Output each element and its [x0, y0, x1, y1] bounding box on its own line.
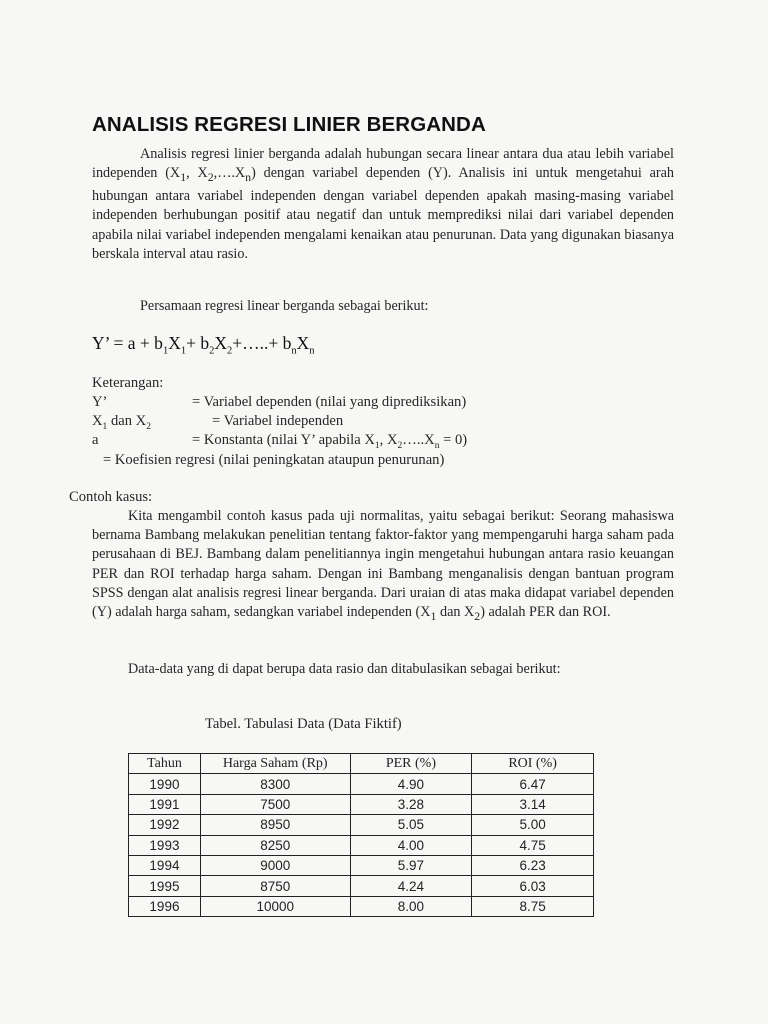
cell-per: 4.24 — [350, 876, 472, 896]
keterangan-b-text: = Koefisien regresi (nilai peningkatan ataupun penurunan) — [103, 452, 445, 468]
cell-harga: 8300 — [200, 774, 350, 794]
cell-per: 5.05 — [350, 815, 472, 835]
data-intro-paragraph: Data-data yang di dapat berupa data rasio dan ditabulasikan sebagai berikut: — [128, 661, 561, 677]
table-row — [129, 815, 594, 835]
table-header-row — [129, 754, 594, 774]
header-per: PER (%) — [350, 754, 472, 774]
keterangan-a-text: = Konstanta (nilai Y’ apabila $X_1$, $X_2\dots..X_n = 0$) — [192, 432, 468, 451]
cell-harga: 7500 — [200, 794, 350, 814]
table-caption: Tabel. Tabulasi Data (Data Fiktif) — [205, 716, 402, 732]
cell-per: 4.00 — [350, 835, 472, 855]
cell-tahun: 1995 — [129, 876, 201, 896]
cell-harga: 8250 — [200, 835, 350, 855]
intro-paragraph: Analisis regresi linier berganda adalah hubungan secara linear antara dua atau lebih variabel independen ($X_1$, $X_2,\dots.X_n$) dengan variabel dependen (Y). Analisis ini untuk mengetahui arah hubungan antara variabel independen dengan variabel dependen apakah masing-masing variabel independen berhubungan positif atau negatif dan untuk memprediksi nilai dari variabel dependen apabila nilai variabel independen mengalami kenaikan atau penurunan. Data yang digunakan biasanya berskala interval atau rasio. — [92, 146, 674, 262]
table-row — [129, 835, 594, 855]
cell-roi: 8.75 — [472, 896, 594, 916]
cell-tahun: 1992 — [129, 815, 201, 835]
cell-tahun: 1991 — [129, 794, 201, 814]
keterangan-heading: Keterangan: — [92, 375, 164, 391]
cell-harga: 10000 — [200, 896, 350, 916]
keterangan-a-label: a — [92, 432, 99, 448]
cell-roi: 6.47 — [472, 774, 594, 794]
page-title: ANALISIS REGRESI LINIER BERGANDA — [92, 113, 486, 136]
cell-roi: 6.23 — [472, 855, 594, 875]
cell-harga: 8750 — [200, 876, 350, 896]
cell-harga: 9000 — [200, 855, 350, 875]
cell-tahun: 1994 — [129, 855, 201, 875]
table-row — [129, 896, 594, 916]
header-tahun: Tahun — [129, 754, 201, 774]
header-harga-saham: Harga Saham (Rp) — [200, 754, 350, 774]
cell-per: 5.97 — [350, 855, 472, 875]
regression-formula: Y’ = $a + b_1X_1+$ $b_2X_2+\dots..+ b_nX_n$ — [92, 333, 315, 357]
table-row — [129, 774, 594, 794]
cell-per: 4.90 — [350, 774, 472, 794]
keterangan-x-label: $X_1$ dan $X_2$ — [92, 413, 151, 432]
cell-roi: 3.14 — [472, 794, 594, 814]
cell-roi: 4.75 — [472, 835, 594, 855]
data-table — [128, 753, 594, 917]
cell-harga: 8950 — [200, 815, 350, 835]
cell-roi: 5.00 — [472, 815, 594, 835]
table-row — [129, 794, 594, 814]
equation-intro: Persamaan regresi linear berganda sebagai berikut: — [140, 298, 429, 314]
cell-tahun: 1996 — [129, 896, 201, 916]
header-roi: ROI (%) — [472, 754, 594, 774]
keterangan-x-text: = Variabel independen — [212, 413, 344, 429]
table-row — [129, 855, 594, 875]
contoh-paragraph: Kita mengambil contoh kasus pada uji normalitas, yaitu sebagai berikut: Seorang mahasiswa bernama Bambang melakukan penelitian tentang faktor-faktor yang mempengaruhi harga saham pada perusahaan di BEJ. Bambang dalam penelitiannya ingin mengetahui hubungan antara rasio keuangan PER dan ROI terhadap harga saham. Dengan ini Bambang menganalisis dengan bantuan program SPSS dengan alat analisis regresi linear berganda. Dari uraian di atas maka didapat variabel dependen (Y) adalah harga saham, sedangkan variabel independen ($X_1$ dan $X_2$) adalah PER dan ROI. — [92, 508, 674, 623]
keterangan-y-label: Y’ — [92, 394, 108, 410]
keterangan-y-text: = Variabel dependen (nilai yang diprediksikan) — [192, 394, 467, 410]
cell-roi: 6.03 — [472, 876, 594, 896]
contoh-heading: Contoh kasus: — [69, 489, 153, 505]
table-row — [129, 876, 594, 896]
cell-tahun: 1993 — [129, 835, 201, 855]
cell-per: 3.28 — [350, 794, 472, 814]
cell-per: 8.00 — [350, 896, 472, 916]
cell-tahun: 1990 — [129, 774, 201, 794]
